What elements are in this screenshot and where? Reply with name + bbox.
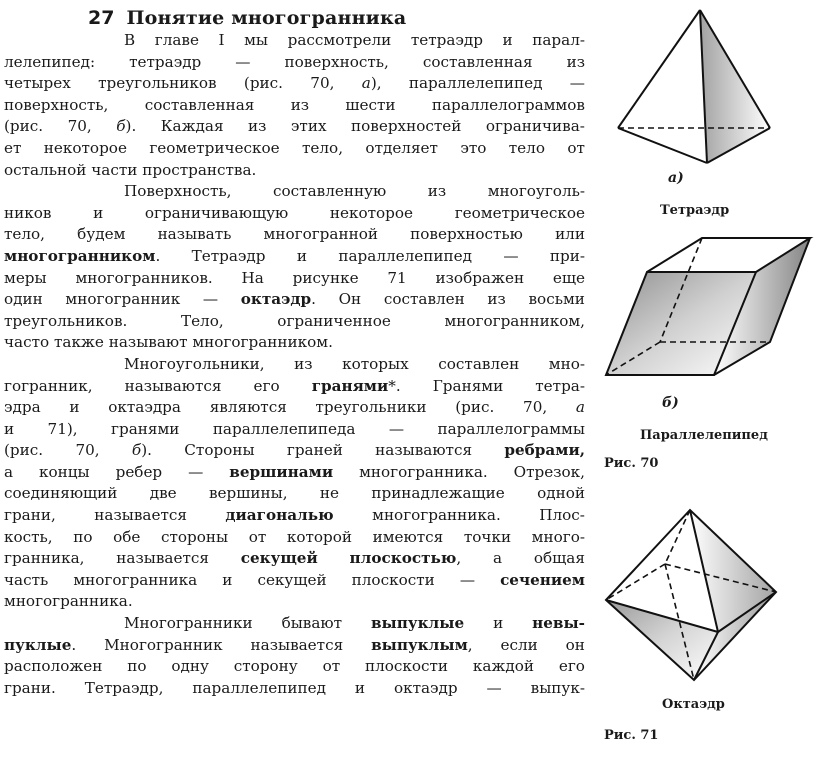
word: мы [244, 31, 269, 49]
word: треугольников. [4, 311, 128, 330]
word: вершины, [208, 484, 288, 503]
text-line [4, 419, 585, 441]
word: (рис. [243, 74, 283, 93]
word: много- [531, 527, 585, 546]
word: часть [4, 570, 49, 589]
word: — [202, 290, 219, 309]
word: многогранником. [192, 333, 333, 352]
word: две [149, 484, 177, 503]
word: невы- [532, 614, 585, 633]
text-line [4, 678, 585, 700]
word: поверхностей [351, 117, 462, 136]
word: составленная [144, 95, 255, 114]
word: не [319, 484, 339, 503]
tetrahedron-label: а) [668, 170, 684, 186]
word: от [322, 657, 341, 676]
octahedron-caption: Октаэдр [662, 697, 725, 712]
word: 70, [523, 398, 548, 417]
word: из [566, 52, 585, 71]
word: бывают [281, 614, 343, 633]
word: обе [113, 527, 141, 546]
word: общая [533, 549, 585, 568]
word: и [296, 246, 307, 265]
word: октаэдра [108, 398, 181, 417]
word: секущей [257, 570, 327, 589]
word: пространства. [142, 160, 257, 179]
word: б). [116, 117, 137, 136]
text-line [4, 289, 585, 311]
text-line [4, 246, 585, 268]
word: ет [4, 138, 22, 157]
word: гранями [111, 419, 180, 438]
tetrahedron-caption: Тетраэдр [660, 203, 730, 218]
word: и [69, 398, 80, 417]
word: остальной [4, 160, 87, 179]
text-line [4, 656, 585, 678]
word: плоскости [351, 570, 435, 589]
word: соединяющий [4, 484, 118, 503]
text-line [4, 224, 585, 246]
word: из [294, 354, 313, 373]
text-line [4, 548, 585, 570]
word: и [222, 570, 233, 589]
word: многогранника. [359, 462, 488, 481]
word: части [91, 160, 138, 179]
word: называется [94, 506, 187, 525]
word: называется [250, 635, 344, 654]
word: восьми [528, 290, 585, 309]
word: I [218, 31, 225, 49]
word: принадлежащие [371, 484, 505, 503]
word: а [4, 462, 14, 481]
word: составленная [422, 52, 533, 71]
word: рисунке [292, 268, 359, 287]
figure-71-reference: Рис. 71 [604, 728, 659, 743]
word: шести [345, 95, 396, 114]
word: ограничива- [485, 117, 585, 136]
word: Многоугольники, [124, 354, 265, 373]
word: — [486, 678, 502, 697]
word: которой [286, 527, 353, 546]
word: поверхность, [284, 52, 389, 71]
word: 70, [75, 441, 100, 460]
word: это [460, 138, 487, 157]
parallelepiped-figure [590, 230, 837, 390]
word: кость, [4, 527, 53, 546]
word: ребер [115, 462, 163, 481]
word: одной [537, 484, 585, 503]
body-paragraphs [4, 30, 585, 699]
word: — [188, 462, 204, 481]
word: один [4, 290, 43, 309]
word: многогранник [65, 290, 181, 309]
word: гранника, [4, 549, 85, 568]
word: многоуголь- [487, 182, 585, 201]
word: параллелепипед [338, 246, 472, 265]
word: и [493, 614, 504, 633]
word: от [567, 138, 585, 157]
word: октаэдр. [240, 290, 316, 309]
word: треугольников [98, 74, 217, 93]
word: из [248, 117, 267, 136]
word: пуклые. [4, 635, 77, 654]
word: вершинами [229, 462, 334, 481]
word: меры [4, 268, 47, 287]
word: Стороны [184, 441, 255, 460]
word: б). [131, 441, 152, 460]
word: ребрами, [504, 441, 585, 460]
word: геометрическое [149, 138, 280, 157]
text-line [4, 397, 585, 419]
word: его [558, 657, 585, 676]
word: 70, [67, 117, 92, 136]
word: называются [124, 376, 222, 395]
text-line [4, 160, 585, 182]
word: из [487, 290, 506, 309]
text-line [4, 505, 585, 527]
word: В [124, 31, 136, 49]
word: параллелепипеда [212, 419, 356, 438]
word: многогранника. [372, 506, 501, 525]
word: тело, [302, 138, 344, 157]
word: тело [508, 138, 545, 157]
word: одну [171, 657, 209, 676]
word: тело, [4, 225, 46, 244]
text-line [4, 483, 585, 505]
word: концы [39, 462, 90, 481]
word: — [459, 570, 475, 589]
figure-70-reference: Рис. 70 [604, 456, 659, 471]
word: тетра- [535, 376, 585, 395]
word: многогранной [263, 225, 378, 244]
word: называются [375, 441, 473, 460]
text-line [4, 570, 585, 592]
word: этих [290, 117, 327, 136]
word: поверхность, [4, 95, 109, 114]
parallelepiped-caption: Параллелепипед [640, 428, 768, 443]
word: грани. [4, 678, 56, 697]
word: ников [4, 203, 52, 222]
word: которых [342, 354, 409, 373]
word: составленную [273, 182, 387, 201]
section-title: Понятие многогранника [126, 7, 407, 29]
word: он [565, 635, 585, 654]
word: называть [157, 225, 232, 244]
text-line [4, 73, 585, 95]
word: Поверхность, [124, 182, 232, 201]
section-number: 27 [88, 7, 115, 29]
word: и [93, 203, 104, 222]
text-line [4, 462, 585, 484]
word: Плос- [539, 506, 585, 525]
word: параллелограммы [437, 419, 585, 438]
word: при- [549, 246, 585, 265]
word: грани, [4, 506, 56, 525]
word: (рис. [4, 441, 44, 460]
word: Многогранник [104, 635, 223, 654]
word: тетраэдр [410, 31, 483, 49]
word: параллелограммов [431, 95, 585, 114]
word: эдра [4, 398, 41, 417]
word: называется [116, 549, 209, 568]
word: — [503, 246, 519, 265]
word: параллелепипед [192, 678, 326, 697]
word: геометрическое [454, 203, 585, 222]
word: октаэдр [393, 678, 458, 697]
word: выпук- [530, 678, 585, 697]
word: если [500, 635, 538, 654]
text-line [4, 30, 585, 52]
word: составлен [438, 354, 520, 373]
word: гогранник, [4, 376, 93, 395]
word: часто [4, 333, 50, 352]
word: 70, [310, 74, 335, 93]
word: выпуклые [370, 614, 465, 633]
word: многогранников. [75, 268, 213, 287]
word: выпуклым, [371, 635, 473, 654]
word: некоторое [329, 203, 414, 222]
word: и [502, 31, 513, 49]
word: стороны [160, 527, 229, 546]
word: диагональю [225, 506, 334, 525]
word: граней [286, 441, 343, 460]
word: Тело, [180, 311, 224, 330]
word: параллелепипед [408, 74, 543, 93]
word: плоскости [364, 657, 449, 676]
text-line [4, 354, 585, 376]
text-line [4, 332, 585, 354]
word: отделяет [365, 138, 438, 157]
word: рассмотрели [287, 31, 392, 49]
word: будем [77, 225, 126, 244]
word: а [493, 549, 503, 568]
word: многогранником, [444, 311, 585, 330]
word: также [53, 333, 104, 352]
word: Многогранники [124, 614, 253, 633]
word: или [555, 225, 585, 244]
figures-column [590, 0, 837, 758]
text-line [4, 203, 585, 225]
word: и [4, 419, 15, 438]
word: секущей [240, 549, 318, 568]
word: из [427, 182, 447, 201]
word: ограниченное [277, 311, 391, 330]
article-text [4, 6, 585, 699]
word: и [354, 678, 366, 697]
word: расположен [4, 657, 103, 676]
word: имеются [372, 527, 444, 546]
word: лелепипед: [4, 52, 96, 71]
text-line [4, 138, 585, 160]
text-line [4, 440, 585, 462]
text-line [4, 268, 585, 290]
word: Каждая [160, 117, 224, 136]
word: Отрезок, [513, 462, 585, 481]
word: гранями*. [311, 376, 401, 395]
word: Он [338, 290, 362, 309]
word: Гранями [432, 376, 504, 395]
word: 71), [47, 419, 78, 438]
word: а [575, 398, 585, 417]
word: составлен [383, 290, 465, 309]
octahedron-figure [590, 480, 837, 690]
word: из [290, 95, 310, 114]
word: каждой [472, 657, 535, 676]
word: а), [361, 74, 382, 93]
text-line [4, 591, 585, 613]
text-line [4, 635, 585, 657]
text-line [4, 311, 585, 333]
word: многогранника. [4, 592, 133, 611]
word: главе [154, 31, 199, 49]
word: 71 [387, 268, 407, 287]
text-line [4, 181, 585, 203]
text-line [4, 95, 585, 117]
word: — [569, 74, 585, 93]
word: поверхностью [410, 225, 523, 244]
word: парал- [532, 31, 585, 49]
word: мно- [548, 354, 585, 373]
word: (рис. [455, 398, 495, 417]
word: Тетраэдр [191, 246, 266, 265]
word: его [253, 376, 280, 395]
word: — [388, 419, 405, 438]
word: многогранником. [4, 246, 161, 265]
word: Тетраэдр, [84, 678, 164, 697]
word: На [241, 268, 264, 287]
word: многогранника [73, 570, 198, 589]
word: называют [108, 333, 188, 352]
text-line [4, 527, 585, 549]
word: по [127, 657, 147, 676]
word: некоторое [43, 138, 127, 157]
word: от [248, 527, 267, 546]
word: тетраэдр [129, 52, 202, 71]
parallelepiped-label: б) [662, 395, 679, 411]
word: четырех [4, 74, 71, 93]
word: являются [209, 398, 287, 417]
word: изображен [435, 268, 525, 287]
word: (рис. [4, 117, 44, 136]
word: еще [552, 268, 585, 287]
text-line [4, 52, 585, 74]
word: плоскостью, [349, 549, 462, 568]
text-line [4, 376, 585, 398]
tetrahedron-figure [590, 0, 837, 170]
text-line [4, 116, 585, 138]
text-line [4, 613, 585, 635]
word: сторону [233, 657, 298, 676]
word: треугольники [315, 398, 427, 417]
word: по [73, 527, 93, 546]
word: точки [463, 527, 512, 546]
word: сечением [500, 570, 585, 589]
word: — [235, 52, 251, 71]
word: ограничивающую [144, 203, 289, 222]
section-heading [88, 6, 585, 30]
